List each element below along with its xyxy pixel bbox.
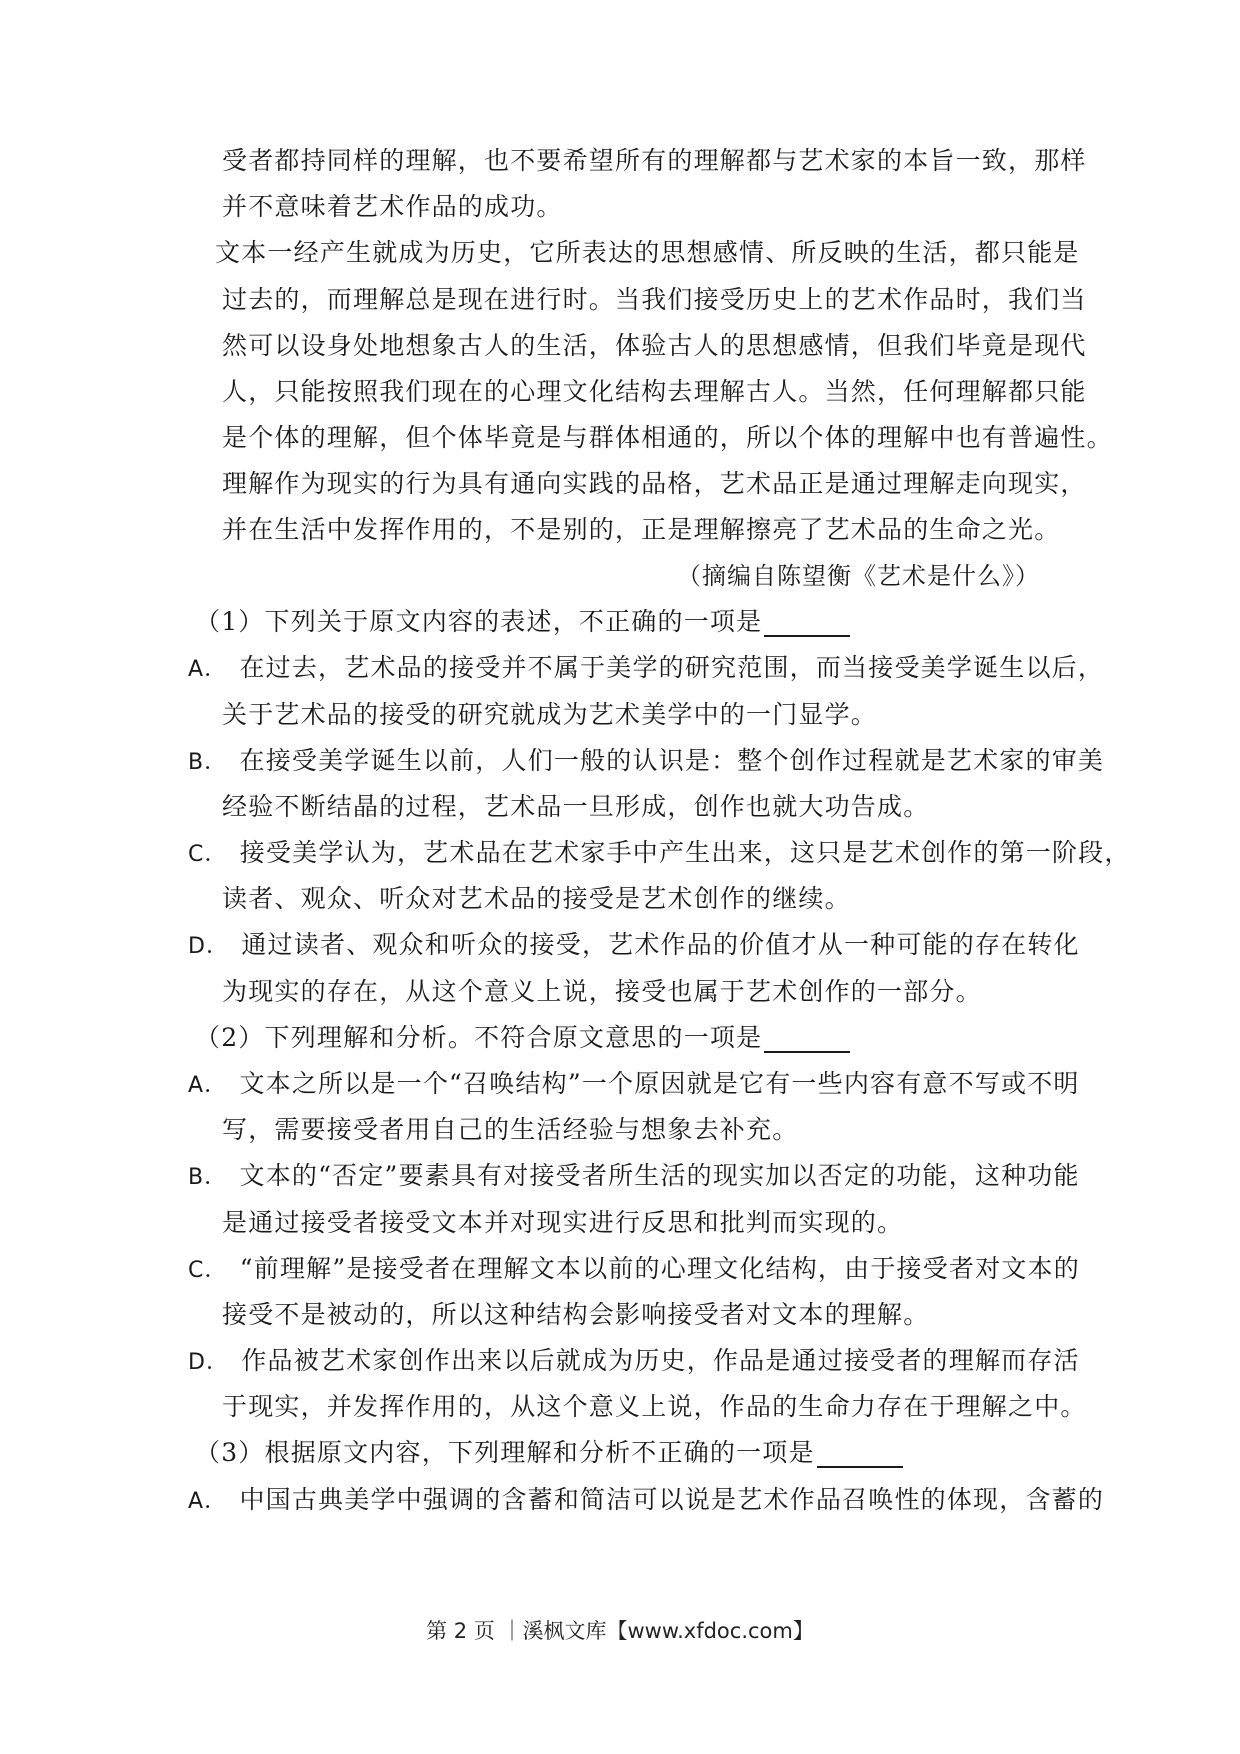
body-line: 然可以设身处地想象古人的生活，体验古人的思想感情，但我们毕竟是现代 [222, 331, 1087, 360]
option-text: 通过读者、观众和听众的接受，艺术作品的价值才从一种可能的存在转化 [241, 930, 1080, 959]
option-letter: B． [188, 750, 228, 775]
option-line [188, 746, 1104, 778]
option-continuation: 经验不断结晶的过程，艺术品一旦形成，创作也就大功告成。 [222, 792, 930, 821]
option-text: 接受美学认为，艺术品在艺术家手中产生出来，这只是艺术创作的第一阶段， [239, 838, 1131, 867]
option-text: 在过去，艺术品的接受并不属于美学的研究范围，而当接受美学诞生以后， [239, 653, 1105, 682]
question-stem-text: （1）下列关于原文内容的表述，不正确的一项是 [195, 607, 763, 636]
question-stem [195, 607, 850, 637]
body-line: 文本一经产生就成为历史，它所表达的思想感情、所反映的生活，都只能是 [215, 238, 1080, 267]
body-line: 过去的，而理解总是现在进行时。当我们接受历史上的艺术作品时，我们当 [222, 285, 1087, 314]
option-line [188, 1485, 1104, 1517]
option-letter: C． [188, 1258, 228, 1283]
option-continuation: 接受不是被动的，所以这种结构会影响接受者对文本的理解。 [222, 1300, 930, 1329]
question-stem [195, 1438, 903, 1468]
question-stem-text: （3）根据原文内容，下列理解和分析不正确的一项是 [195, 1438, 815, 1467]
option-text: 作品被艺术家创作出来以后就成为历史，作品是通过接受者的理解而存活 [241, 1346, 1080, 1375]
answer-blank [764, 1027, 850, 1053]
option-text: 文本的“否定”要素具有对接受者所生活的现实加以否定的功能，这种功能 [239, 1161, 1080, 1190]
option-letter: A． [188, 657, 228, 682]
option-continuation: 于现实，并发挥作用的，从这个意义上说，作品的生命力存在于理解之中。 [222, 1392, 1087, 1421]
body-line: 受者都持同样的理解，也不要希望所有的理解都与艺术家的本旨一致，那样 [222, 146, 1087, 175]
body-line: 人，只能按照我们现在的心理文化结构去理解古人。当然，任何理解都只能 [222, 377, 1087, 406]
body-line: 是个体的理解，但个体毕竟是与群体相通的，所以个体的理解中也有普遍性。 [222, 423, 1113, 452]
option-continuation: 读者、观众、听众对艺术品的接受是艺术创作的继续。 [222, 884, 851, 913]
option-continuation: 写，需要接受者用自己的生活经验与想象去补充。 [222, 1115, 799, 1144]
body-line: 理解作为现实的行为具有通向实践的品格，艺术品正是通过理解走向现实， [222, 469, 1087, 498]
option-line [188, 1346, 1080, 1378]
body-line: 并在生活中发挥作用的，不是别的，正是理解擦亮了艺术品的生命之光。 [222, 515, 1061, 544]
question-stem [195, 1023, 850, 1053]
option-text: “前理解”是接受者在理解文本以前的心理文化结构，由于接受者对文本的 [239, 1254, 1080, 1283]
option-letter: B． [188, 1165, 228, 1190]
answer-blank [817, 1442, 903, 1468]
page-footer: 第 2 页 ｜溪枫文库【www.xfdoc.com】 [426, 1619, 814, 1643]
option-line [188, 930, 1080, 962]
option-continuation: 关于艺术品的接受的研究就成为艺术美学中的一门显学。 [222, 700, 878, 729]
source-citation: （摘编自陈望衡《艺术是什么》） [677, 562, 1040, 590]
option-letter: C． [188, 842, 228, 867]
option-line [188, 653, 1104, 685]
option-continuation: 为现实的存在，从这个意义上说，接受也属于艺术创作的一部分。 [222, 977, 982, 1006]
option-text: 在接受美学诞生以前，人们一般的认识是：整个创作过程就是艺术家的审美 [239, 746, 1105, 775]
option-line [188, 1254, 1080, 1286]
option-letter: A． [188, 1073, 228, 1098]
option-letter: D． [188, 934, 230, 959]
answer-blank [764, 611, 850, 637]
option-line [188, 1161, 1080, 1193]
option-line [188, 838, 1131, 870]
option-letter: D． [188, 1350, 230, 1375]
option-letter: A． [188, 1489, 228, 1514]
option-continuation: 是通过接受者接受文本并对现实进行反思和批判而实现的。 [222, 1208, 904, 1237]
option-line [188, 1069, 1080, 1101]
option-text: 文本之所以是一个“召唤结构”一个原因就是它有一些内容有意不写或不明 [239, 1069, 1080, 1098]
body-line: 并不意味着艺术作品的成功。 [222, 192, 563, 221]
option-text: 中国古典美学中强调的含蓄和简洁可以说是艺术作品召唤性的体现，含蓄的 [239, 1485, 1105, 1514]
question-stem-text: （2）下列理解和分析。不符合原文意思的一项是 [195, 1023, 763, 1052]
